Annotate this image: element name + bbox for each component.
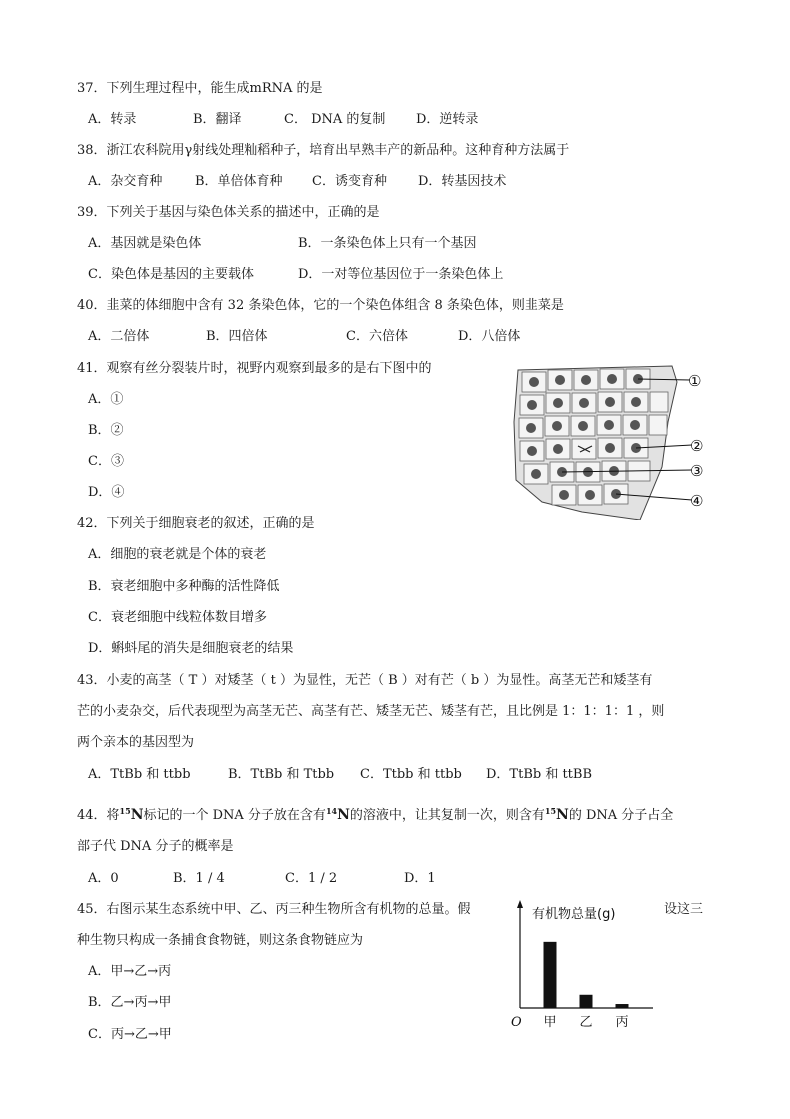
bar-2 xyxy=(580,995,593,1008)
x-label-2: 乙 xyxy=(579,1015,593,1030)
q40-option-b: B．四倍体 xyxy=(206,329,268,344)
q41-option-c: C．③ xyxy=(88,454,124,469)
bar-3 xyxy=(616,1004,629,1008)
q44-option-a: A．0 xyxy=(88,871,119,886)
q37-stem: 37．下列生理过程中，能生成mRNA 的是 xyxy=(77,81,323,96)
q41-option-d: D．④ xyxy=(88,485,125,500)
organic-matter-bar-chart xyxy=(505,898,665,1033)
q44-option-c: C．1 / 2 xyxy=(285,871,338,886)
q41-option-a: A．① xyxy=(88,392,124,407)
q45-stem-line1: 45．右图示某生态系统中甲、乙、丙三种生物所含有机物的总量。假 xyxy=(77,902,471,917)
figure-label-1: ① xyxy=(688,372,702,390)
q37-option-c: C． DNA 的复制 xyxy=(284,112,386,127)
y-axis-arrow xyxy=(517,900,523,908)
q42-option-c: C．衰老细胞中线粒体数目增多 xyxy=(88,610,267,625)
q43-option-a: A．TtBb 和 ttbb xyxy=(88,767,191,782)
figure-label-4: ④ xyxy=(690,492,704,510)
q43-option-c: C．Ttbb 和 ttbb xyxy=(360,767,462,782)
q39-stem: 39．下列关于基因与染色体关系的描述中，正确的是 xyxy=(77,205,380,220)
q45-stem-tail: 设这三 xyxy=(664,902,704,917)
chart-title: 有机物总量(g) xyxy=(532,907,616,922)
q39-option-b: B．一条染色体上只有一个基因 xyxy=(298,236,477,251)
q41-option-b: B．② xyxy=(88,423,124,438)
q40-option-c: C．六倍体 xyxy=(346,329,408,344)
q38-stem: 38．浙江农科院用γ射线处理籼稻种子，培育出早熟丰产的新品种。这种育种方法属于 xyxy=(77,143,570,158)
q43-option-b: B．TtBb 和 Ttbb xyxy=(228,767,335,782)
q42-option-a: A．细胞的衰老就是个体的衰老 xyxy=(88,547,267,562)
x-label-3: 丙 xyxy=(615,1015,629,1030)
q38-option-d: D．转基因技术 xyxy=(418,174,507,189)
q38-option-c: C．诱变育种 xyxy=(312,174,387,189)
q44-stem-line1 xyxy=(77,802,673,825)
q45-option-a: A．甲→乙→丙 xyxy=(88,964,172,979)
q37-option-a: A．转录 xyxy=(88,112,137,127)
q40-stem: 40．韭菜的体细胞中含有 32 条染色体，它的一个染色体组含 8 条染色体，则韭菜是 xyxy=(77,298,564,313)
q44-stem-a: 44．将 xyxy=(77,808,120,823)
chart-origin: O xyxy=(511,1015,522,1030)
q38-option-b: B．单倍体育种 xyxy=(195,174,283,189)
figure-label-3: ③ xyxy=(690,462,704,480)
q44-option-b: B．1 / 4 xyxy=(173,871,225,886)
q37-option-d: D．逆转录 xyxy=(416,112,479,127)
q40-option-a: A．二倍体 xyxy=(88,329,150,344)
q44-stem-c: 的溶液中，让其复制一次，则含有 xyxy=(349,808,545,823)
q44-stem-b: 标记的一个 DNA 分子放在含有 xyxy=(143,808,326,823)
q44-iso-15-a: 15 xyxy=(119,806,131,816)
q45-option-c: C．丙→乙→甲 xyxy=(88,1027,172,1042)
q44-option-d: D．1 xyxy=(404,871,436,886)
q44-stem-line2: 部子代 DNA 分子的概率是 xyxy=(77,839,234,854)
q39-option-c: C．染色体是基因的主要载体 xyxy=(88,267,254,282)
q43-stem-line3: 两个亲本的基因型为 xyxy=(77,735,195,750)
chart-bars xyxy=(544,942,629,1008)
q45-option-b: B．乙→丙→甲 xyxy=(88,995,172,1010)
q44-nitrogen-c: N xyxy=(556,807,569,823)
q42-option-d: D．蝌蚪尾的消失是细胞衰老的结果 xyxy=(88,641,294,656)
q40-option-d: D．八倍体 xyxy=(458,329,521,344)
q44-stem-d: 的 DNA 分子占全 xyxy=(568,808,674,823)
q42-stem: 42．下列关于细胞衰老的叙述，正确的是 xyxy=(77,516,315,531)
bar-1 xyxy=(544,942,557,1008)
q45-stem-line2: 种生物只构成一条捕食食物链，则这条食物链应为 xyxy=(77,933,364,948)
q42-option-b: B．衰老细胞中多种酶的活性降低 xyxy=(88,579,280,594)
q38-option-a: A．杂交育种 xyxy=(88,174,163,189)
q44-iso-15-b: 15 xyxy=(544,806,557,816)
q43-stem-line2: 芒的小麦杂交，后代表现型为高茎无芒、高茎有芒、矮茎无芒、矮茎有芒，且比例是 1：1：1：1 ，则 xyxy=(77,704,665,719)
q44-nitrogen-a: N xyxy=(130,807,144,823)
mitosis-cell-figure xyxy=(512,362,712,520)
q43-option-d: D．TtBb 和 ttBB xyxy=(486,767,593,782)
q39-option-d: D．一对等位基因位于一条染色体上 xyxy=(298,267,504,282)
chart-x-labels xyxy=(543,1015,628,1030)
q43-stem-line1: 43．小麦的高茎（ T ）对矮茎（ t ）为显性，无芒（ B ）对有芒（ b ）为显性。高茎无芒和矮茎有 xyxy=(77,673,653,688)
q37-option-b: B．翻译 xyxy=(193,112,242,127)
q41-stem: 41．观察有丝分裂装片时，视野内观察到最多的是右下图中的 xyxy=(77,361,432,376)
q44-nitrogen-b: N xyxy=(337,807,350,823)
x-label-1: 甲 xyxy=(543,1015,557,1030)
q39-option-a: A．基因就是染色体 xyxy=(88,236,202,251)
figure-label-2: ② xyxy=(690,437,704,455)
q44-iso-14: 14 xyxy=(325,806,338,816)
